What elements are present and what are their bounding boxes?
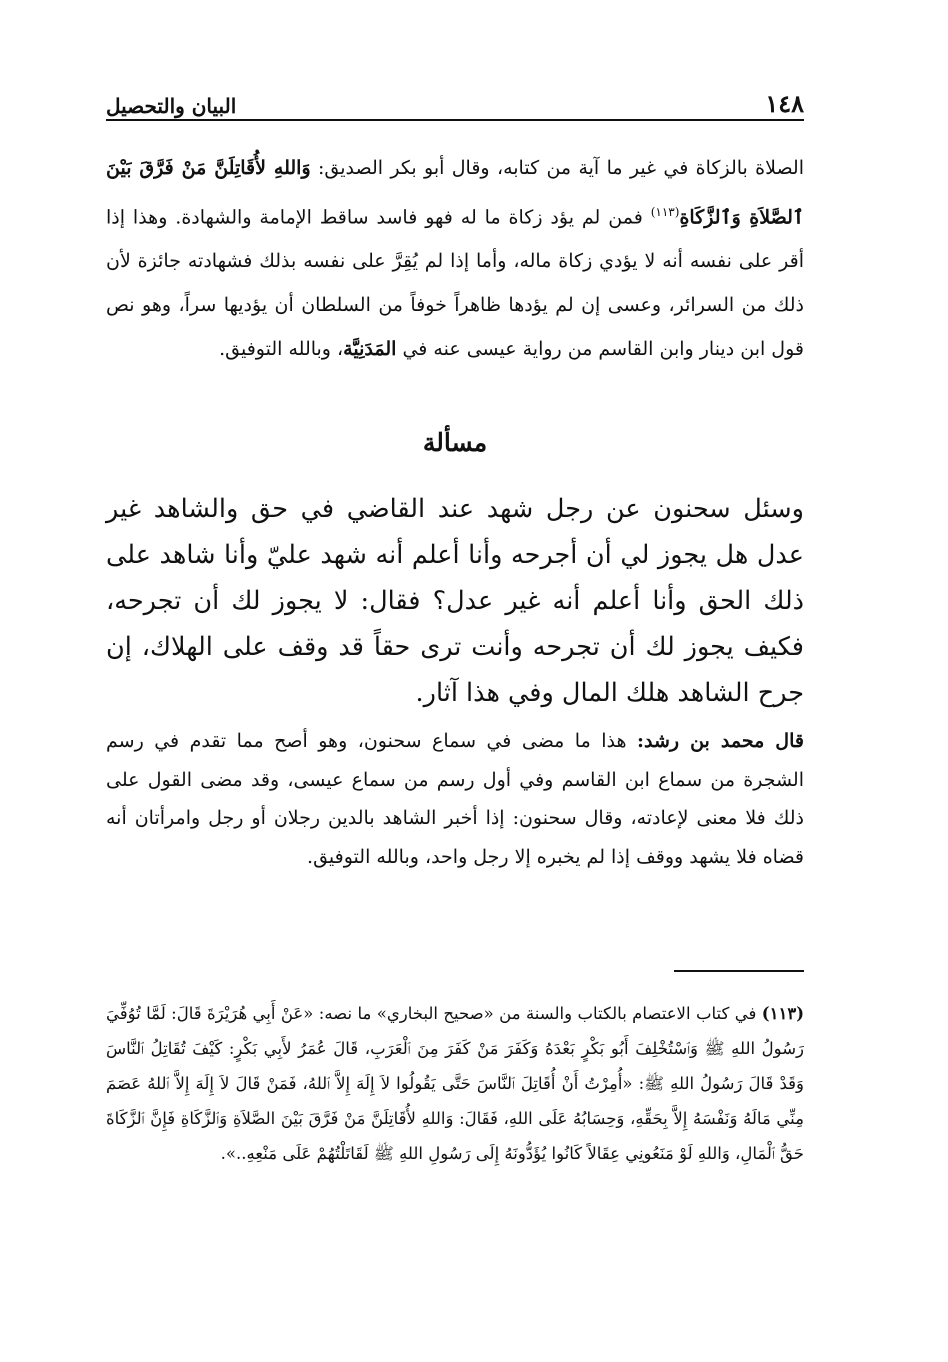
- header-rule: [106, 119, 804, 121]
- running-title: البيان والتحصيل: [106, 94, 237, 118]
- paragraph-zakat-text-1: الصلاة بالزكاة في غير ما آية من كتابه، وقال أبو بكر الصديق:: [310, 157, 804, 179]
- paragraph-zakat: [106, 146, 804, 371]
- commentary-lead: قال محمد بن رشد:: [636, 730, 804, 752]
- paragraph-zakat-text-3: ، وبالله التوفيق.: [219, 338, 344, 361]
- page-header: [106, 84, 804, 118]
- paragraph-zakat-text-2: فمن لم يؤد زكاة ما له فهو فاسد ساقط الإمامة والشهادة. وهذا إذا أقر على نفسه أنه لا يؤدي زكاة ماله، وأما إذا لم يُقِرَّ على نفسه بذلك فشهادته جائزة لأن ذلك من السرائر، وعسى إن لم يؤدها ظاهراً خوفاً من السلطان أن يؤديها سراً، وهو نص قول ابن دينار وابن القاسم من رواية عيسى عنه في: [106, 206, 804, 361]
- footnote-separator: [674, 970, 804, 972]
- abu-bakr-quote: وَاللهِ لأُقَاتِلَنَّ مَنْ فَرَّقَ بَيْنَ ٱلصَّلاَةِ وَٱلزَّكَاةِ: [106, 157, 804, 229]
- section-heading: مسألة: [422, 428, 488, 457]
- question-paragraph: وسئل سحنون عن رجل شهد عند القاضي في حق والشاهد غير عدل هل يجوز لي أن أجرحه وأنا أعلم أنه شهد عليّ وأنا شاهد على ذلك الحق وأنا أعلم أنه غير عدل؟ فقال: لا يجوز لك أن تجرحه، فكيف يجوز لك أن تجرحه وأنت ترى حقاً قد وقف على الهلاك، إن جرح الشاهد هلك المال وفي هذا آثار.: [106, 494, 804, 708]
- footnote-number: (١١٣): [761, 1004, 804, 1023]
- footnote: [106, 996, 804, 1171]
- page-number: ١٤٨: [765, 89, 804, 118]
- commentary-paragraph: [106, 722, 804, 876]
- footnote-reference: (١١٣): [650, 205, 680, 219]
- footnote-text: في كتاب الاعتصام بالكتاب والسنة من «صحيح البخاري» ما نصه: «عَنْ أَبِي هُرَيْرَةَ قَالَ: لَمَّا تُوُفِّيَ رَسُولُ اللهِ ﷺ وَٱسْتُخْلِفَ أَبُو بَكْرٍ بَعْدَهُ وَكَفَرَ مَنْ كَفَرَ مِنَ ٱلْعَرَبِ، قَالَ عُمَرُ لأَبِي بَكْرٍ: كَيْفَ تُقَاتِلُ ٱلنَّاسَ وَقَدْ قَالَ رَسُولُ اللهِ ﷺ: «أُمِرْتُ أَنْ أُقَاتِلَ ٱلنَّاسَ حَتَّى يَقُولُوا لاَ إِلَهَ إِلاَّ ٱللهُ، فَمَنْ قَالَ لاَ إِلَهَ إِلاَّ ٱللهُ عَصَمَ مِنِّي مَالَهُ وَنَفْسَهُ إِلاَّ بِحَقِّهِ، وَحِسَابُهُ عَلَى اللهِ، فَقَالَ: وَاللهِ لأُقَاتِلَنَّ مَنْ فَرَّقَ بَيْنَ الصَّلاَةِ وَٱلزَّكَاةِ فَإِنَّ ٱلزَّكَاةَ حَقُّ ٱلْمَالِ، وَاللهِ لَوْ مَنَعُونِي عِقَالاً كَانُوا يُؤَدُّونَهُ إِلَى رَسُولِ اللهِ ﷺ لَقَاتَلْتُهُمْ عَلَى مَنْعِهِ..».: [106, 1004, 804, 1163]
- mudawwana-title: المَدَنِيَّة: [343, 338, 397, 361]
- commentary-text: هذا ما مضى في سماع سحنون، وهو أصح مما تقدم في رسم الشجرة من سماع ابن القاسم وفي أول رسم من سماع عيسى، وقد مضى القول على ذلك فلا معنى لإعادته، وقال سحنون: إذا أخبر الشاهد بالدين رجلان أو رجل وامرأتان أنه قضاه فلا يشهد ووقف إذا لم يخبره إلا رجل واحد، وبالله التوفيق.: [106, 730, 804, 868]
